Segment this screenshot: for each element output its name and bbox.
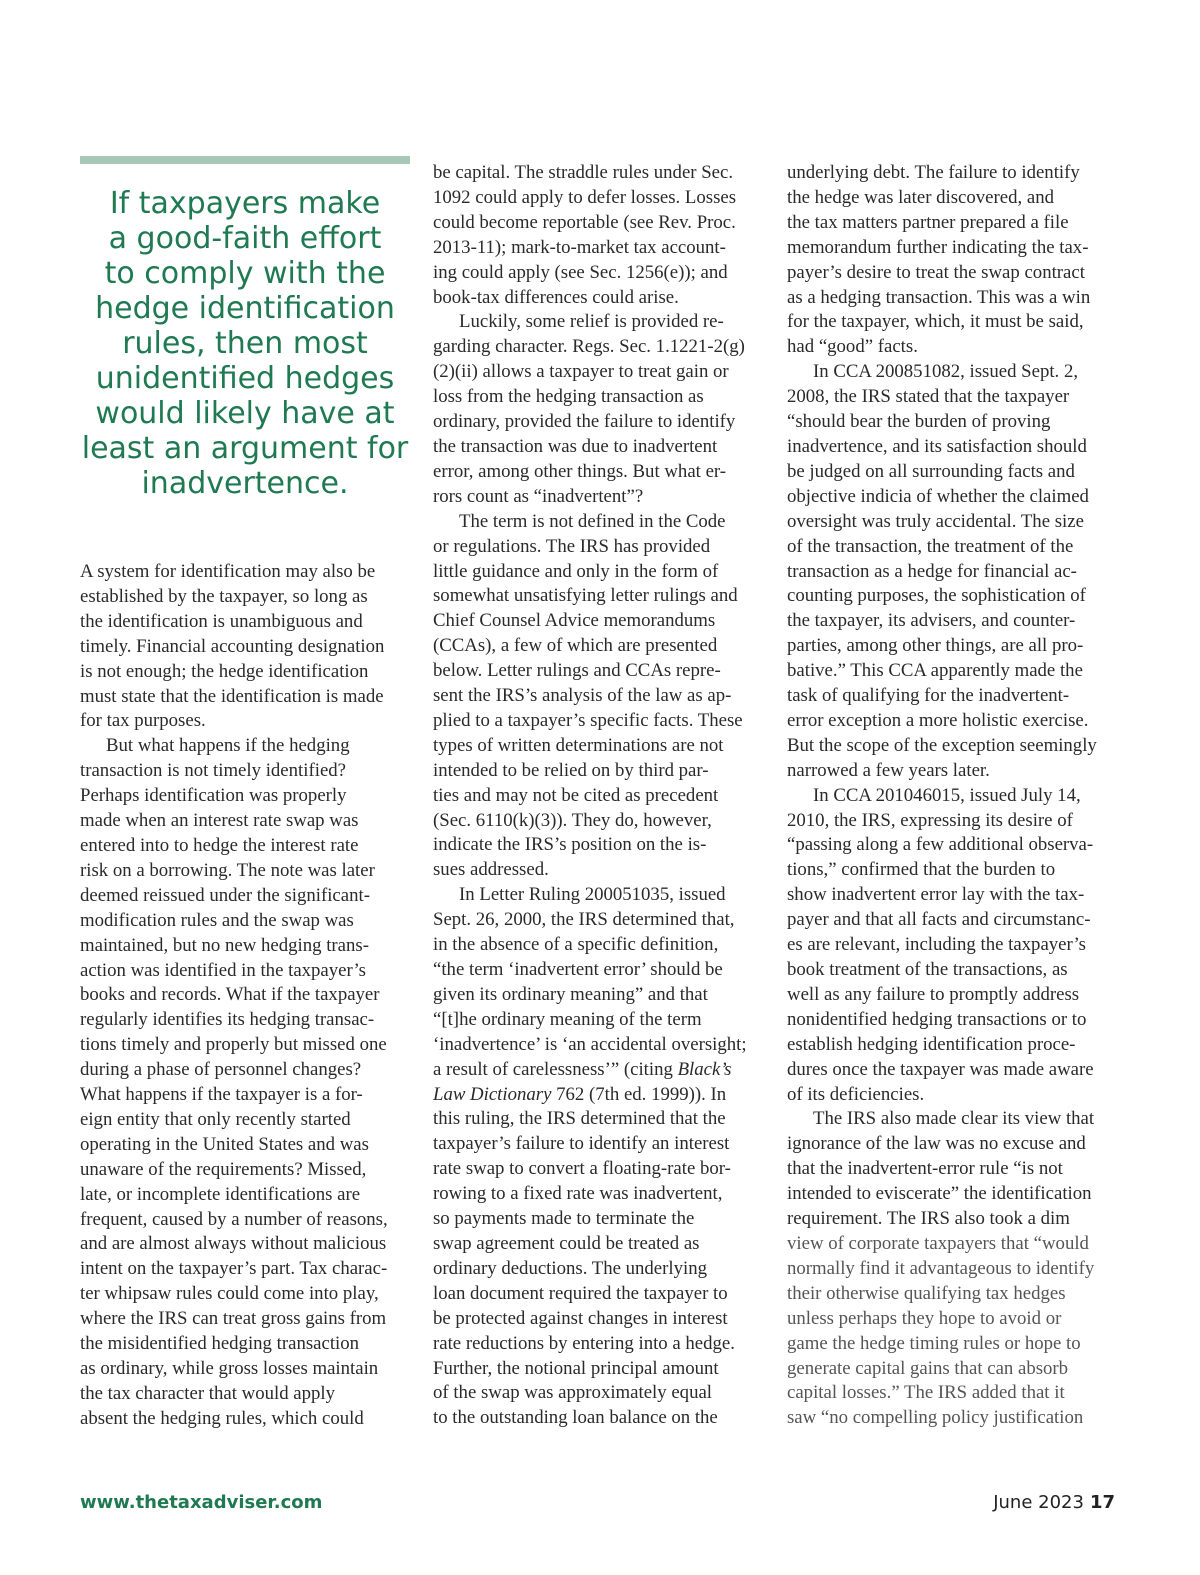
text-line: The term is not defined in the Code [459,510,726,532]
text-block [787,1233,1094,1428]
text-line: unaware of the requirements? Missed, [80,1158,367,1180]
text-line: must state that the identification is made [80,685,384,707]
text-line: task of qualifying for the inadvertent- [787,685,1070,707]
text-line: maintained, but no new hedging trans- [80,934,369,956]
text-line: error exception a more holistic exercise. [787,709,1089,731]
text-line: book-tax differences could arise. [433,286,679,308]
text-line: intended to eviscerate” the identification [787,1183,1092,1205]
text-line: (2)(ii) allows a taxpayer to treat gain or [433,361,729,383]
text-line: game the hedge timing rules or hope to [787,1332,1081,1354]
text-line: as ordinary, while gross losses maintain [80,1358,379,1379]
text-line: in the absence of a specific definition, [433,934,719,956]
text-line: But what happens if the hedging [106,735,350,757]
text-line: ‘inadvertence’ is ‘an accidental oversight; [433,1033,747,1055]
text-line: late, or incomplete identifications are [80,1183,361,1205]
text-block [433,884,747,1054]
text-line: Sept. 26, 2000, the IRS determined that, [433,909,735,931]
text-line: narrowed a few years later. [787,759,990,781]
text-line: be capital. The straddle rules under Sec. [433,162,734,183]
pull-quote-bar [80,156,410,164]
text-line: generate capital gains that can absorb [787,1357,1069,1379]
text-segment: 762 (7th ed. 1999)). In [551,1083,727,1105]
text-line: payer and that all facts and circumstanc- [787,909,1091,931]
text-line: the tax character that would apply [80,1382,336,1404]
text-line: book treatment of the transactions, as [787,959,1068,980]
column-1 [80,560,416,1432]
text-line: ordinary, provided the failure to identify [433,411,736,433]
text-line: rowing to a fixed rate was inadvertent, [433,1183,723,1205]
text-line: deemed reissued under the significant- [80,884,370,906]
text-line: taxpayer’s failure to identify an interest [433,1133,730,1155]
text-line: tions,” confirmed that the burden to [787,859,1056,881]
text-block [787,1108,1094,1229]
text-line: 2013-11); mark-to-market tax account- [433,236,726,258]
text-line: below. Letter rulings and CCAs repre- [433,660,721,682]
text-line: of its deficiencies. [787,1083,925,1105]
text-line: or regulations. The IRS has provided [433,535,711,557]
text-line: action was identified in the taxpayer’s [80,959,366,981]
text-line: 2010, the IRS, expressing its desire of [787,809,1073,831]
text-line: sues addressed. [433,859,549,881]
text-line: bative.” This CCA apparently made the [787,660,1083,682]
text-line: rate reductions by entering into a hedge. [433,1332,735,1354]
text-line: established by the taxpayer, so long as [80,585,368,607]
text-line: show inadvertent error lay with the tax- [787,884,1085,906]
text-line: of the swap was approximately equal [433,1382,713,1404]
text-line: view of corporate taxpayers that “would [787,1232,1089,1254]
text-line: What happens if the taxpayer is a for- [80,1084,363,1106]
paragraph [433,510,765,884]
text-line: of the transaction, the treatment of the [787,535,1074,557]
text-line: ties and may not be cited as precedent [433,784,719,806]
text-line: establish hedging identification proce- [787,1033,1076,1055]
text-line: is not enough; the hedge identification [80,660,369,682]
text-line: swap agreement could be treated as [433,1232,700,1254]
text-line: Luckily, some relief is provided re- [459,311,724,333]
text-line: the taxpayer, its advisers, and counter- [787,610,1076,632]
text-line: transaction is not timely identified? [80,760,347,782]
column-2 [433,161,765,1431]
text-line: to the outstanding loan balance on the [433,1407,718,1429]
text-line: parties, among other things, are all pro- [787,635,1084,657]
text-line: loan document required the taxpayer to [433,1282,728,1304]
text-line: nonidentified hedging transactions or to [787,1008,1087,1030]
text-line: rate swap to convert a floating-rate bor- [433,1158,731,1180]
text-line: so payments made to terminate the [433,1208,695,1230]
text-line: normally find it advantageous to identify [787,1257,1095,1279]
text-line: operating in the United States and was [80,1133,369,1155]
text-line: the hedge was later discovered, and [787,186,1055,208]
text-line: objective indicia of whether the claimed [787,485,1089,507]
text-line: books and records. What if the taxpayer [80,984,380,1006]
footer-page-info [993,1492,1115,1513]
text-segment: a result of carelessness’” (citing [433,1058,678,1080]
text-line: could become reportable (see Rev. Proc. [433,211,736,233]
page-number: 17 [1089,1492,1115,1513]
text-line: ordinary deductions. The underlying [433,1257,708,1279]
text-line: modification rules and the swap was [80,909,354,931]
text-line: rules, then most [122,326,368,361]
text-line: loss from the hedging transaction as [433,386,704,408]
text-line: hedge identification [95,291,395,326]
text-line: little guidance and only in the form of [433,560,719,582]
paragraph [787,1107,1121,1431]
text-line: capital losses.” The IRS added that it [787,1382,1065,1404]
text-line: during a phase of personnel changes? [80,1059,362,1081]
text-line: 1092 could apply to defer losses. Losses [433,186,737,208]
text-line: intent on the taxpayer’s part. Tax charac- [80,1258,388,1280]
text-line: had “good” facts. [787,336,918,358]
paragraph [433,161,765,310]
citation-line [433,1059,731,1080]
text-line: least an argument for [81,431,409,466]
text-line: sent the IRS’s analysis of the law as ap- [433,685,732,707]
text-line: In CCA 200851082, issued Sept. 2, [813,361,1079,383]
text-line: “passing along a few additional observa- [787,834,1094,856]
text-line: “[t]he ordinary meaning of the term [433,1008,702,1030]
text-line: “should bear the burden of proving [787,411,1051,433]
text-line: given its ordinary meaning” and that [433,983,708,1005]
text-line: unidentified hedges [95,361,395,396]
text-line: Chief Counsel Advice memorandums [433,610,716,632]
text-line: the tax matters partner prepared a file [787,211,1069,233]
text-line: The IRS also made clear its view that [813,1108,1095,1130]
text-line: well as any failure to promptly address [787,983,1080,1005]
column-3 [787,161,1121,1431]
text-line: regularly identifies its hedging transac- [80,1009,375,1031]
text-line: payer’s desire to treat the swap contract [787,261,1085,283]
text-line: rors count as “inadvertent”? [433,485,644,507]
citation-line [433,1084,726,1105]
paragraph [433,310,765,509]
text-line: to comply with the [104,256,386,291]
text-line: the transaction was due to inadvertent [433,435,718,457]
text-line: ter whipsaw rules could come into play, [80,1283,379,1305]
text-line: transaction as a hedge for financial ac- [787,560,1077,582]
text-line: entered into to hedge the interest rate [80,834,359,856]
text-line: and are almost always without malicious [80,1233,387,1255]
text-line: (CCAs), a few of which are presented [433,635,718,657]
text-line: inadvertence, and its satisfaction should [787,435,1087,457]
text-line: (Sec. 6110(k)(3)). They do, however, [433,809,712,831]
paragraph [433,883,765,1431]
text-line: dures once the taxpayer was made aware [787,1058,1094,1080]
text-line: for the taxpayer, which, it must be said, [787,311,1084,333]
text-line: underlying debt. The failure to identify [787,162,1080,183]
text-line: But the scope of the exception seemingly [787,734,1097,756]
text-line: this ruling, the IRS determined that the [433,1108,726,1130]
text-line: their otherwise qualifying tax hedges [787,1282,1066,1304]
text-line: requirement. The IRS also took a dim [787,1208,1070,1230]
text-line: counting purposes, the sophistication of [787,585,1086,607]
text-line: A system for identification may also be [80,561,376,582]
text-line: where the IRS can treat gross gains from [80,1308,387,1330]
citation-title: Black’s [677,1058,732,1080]
text-line: In CCA 201046015, issued July 14, [813,784,1081,806]
text-line: oversight was truly accidental. The size [787,510,1084,532]
text-line: inadvertence. [141,466,349,501]
text-line: as a hedging transaction. This was a win [787,286,1091,308]
text-line: 2008, the IRS stated that the taxpayer [787,386,1070,408]
text-line: the identification is unambiguous and [80,610,363,632]
text-line: ing could apply (see Sec. 1256(e)); and [433,261,728,283]
text-line: garding character. Regs. Sec. 1.1221-2(g) [433,336,745,358]
paragraph [787,784,1121,1108]
issue-date: June 2023 [993,1492,1084,1513]
citation-title: Law Dictionary [433,1083,552,1105]
text-line: absent the hedging rules, which could [80,1407,364,1429]
text-line: that the inadvertent-error rule “is not [787,1158,1063,1180]
paragraph [80,560,416,734]
text-line: be judged on all surrounding facts and [787,460,1075,482]
text-line: If taxpayers make [109,186,381,221]
text-line: somewhat unsatisfying letter rulings and [433,585,738,607]
text-line: tions timely and properly but missed one [80,1034,387,1056]
text-line: be protected against changes in interest [433,1307,728,1329]
text-line: Further, the notional principal amount [433,1357,719,1379]
footer-website-link[interactable]: www.thetaxadviser.com [80,1492,323,1513]
text-line: In Letter Ruling 200051035, issued [459,884,726,906]
text-line: timely. Financial accounting designation [80,635,385,657]
paragraph [787,360,1121,783]
text-line: es are relevant, including the taxpayer’s [787,934,1086,956]
text-line: made when an interest rate swap was [80,810,359,832]
pull-quote [80,186,410,501]
text-line: eign entity that only recently started [80,1108,351,1130]
text-line: unless perhaps they hope to avoid or [787,1307,1062,1329]
text-line: plied to a taxpayer’s specific facts. These [433,709,743,731]
text-line: for tax purposes. [80,710,206,732]
text-line: frequent, caused by a number of reasons, [80,1208,388,1230]
text-line: Perhaps identification was properly [80,785,347,807]
text-line: ignorance of the law was no excuse and [787,1133,1086,1155]
text-line: would likely have at [95,396,395,431]
text-line: error, among other things. But what er- [433,460,727,482]
text-line: memorandum further indicating the tax- [787,236,1089,258]
text-line: intended to be relied on by third par- [433,759,709,781]
text-line: saw “no compelling policy justification [787,1407,1084,1429]
text-line: a good-faith effort [108,221,382,256]
paragraph [80,734,416,1431]
text-block [433,1108,735,1428]
text-line: the misidentified hedging transaction [80,1333,360,1355]
text-line: types of written determinations are not [433,734,724,756]
text-line: risk on a borrowing. The note was later [80,859,375,881]
text-line: “the term ‘inadvertent error’ should be [433,959,723,980]
paragraph [787,161,1121,360]
text-line: indicate the IRS’s position on the is- [433,834,707,856]
